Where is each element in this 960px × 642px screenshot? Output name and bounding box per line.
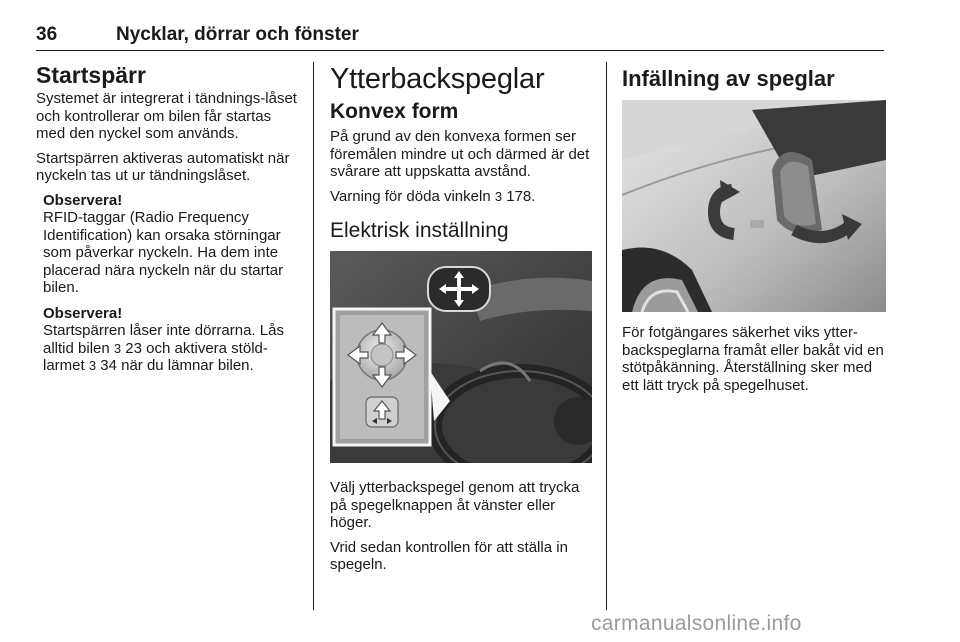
column-ytterbackspeglar [330,62,592,581]
paragraph: Vrid sedan kontrollen för att ställa in spegeln. [330,538,568,573]
note-text: Startspärren låser inte dörrarna. Lås alltid bilen 3 23 och aktivera stöld-larmet 3 34 när du lämnar bilen. [43,322,284,374]
note-rfid [43,192,298,297]
note-text: RFID-taggar (Radio Frequency Identification) kan orsaka störningar som påverkar nyckeln. Ha dem inte placerad nära nyckeln när du startar bilen. [43,209,284,296]
page-ref-arrow[interactable]: 3 [113,340,122,356]
note-locks [43,305,298,375]
page-number: 36 [36,24,58,45]
column-infallning [622,62,886,401]
subsection-title-konvex: Konvex form [330,100,459,123]
paragraph: Välj ytterbackspegel genom att trycka på spegelknappen åt vänster eller höger. [330,479,580,531]
paragraph: Startspärren aktiveras automatiskt när nyckeln tas ut ur tändningslåset. [36,149,290,184]
paragraph: På grund av den konvexa formen ser föremålen mindre ut och därmed är det svårare att uppskatta avstånd. [330,128,590,180]
subsection-title-elektrisk: Elektrisk inställning [330,219,509,242]
section-title-infallning: Infällning av speglar [622,66,835,91]
column-divider [313,62,314,610]
page-ref-arrow[interactable]: 3 [88,358,97,373]
note-heading: Observera! [43,304,123,322]
section-title-ytterbackspeglar: Ytterbackspeglar [330,63,545,95]
page-header [36,24,884,51]
paragraph: Varning för döda vinkeln 3 178. [330,187,536,205]
section-title-startsparr: Startspärr [36,62,146,88]
paragraph: För fotgängares säkerhet viks ytter-backspeglarna framåt eller bakåt vid en stötpåkänning. Återställning sker med ett lätt tryck på spegelhuset. [622,324,884,394]
paragraph: Systemet är integrerat i tändnings-låset och kontrollerar om bilen får startas med den nyckel som används. [36,90,297,142]
mirror-control-photo [330,251,592,463]
note-heading: Observera! [43,191,123,209]
watermark: carmanualsonline.info [591,612,802,635]
folding-mirror-photo [622,100,886,312]
page-ref-arrow[interactable]: 3 [494,188,503,204]
column-startsparr [36,62,298,375]
chapter-title: Nycklar, dörrar och fönster [116,24,359,45]
column-divider [606,62,607,610]
